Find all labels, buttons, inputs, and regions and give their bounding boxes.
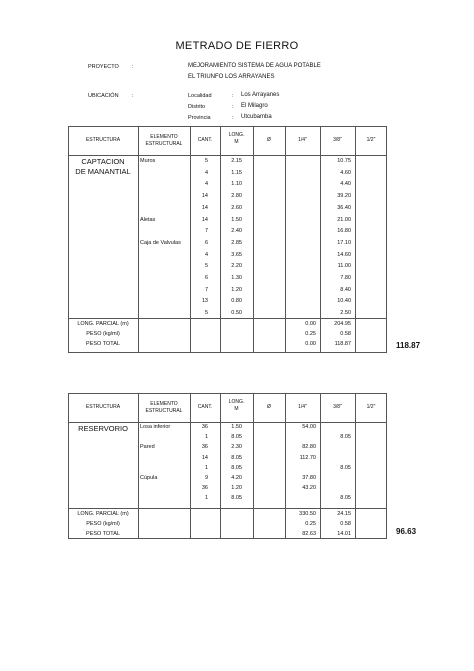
structure-name-line-1: CAPTACION bbox=[81, 157, 125, 166]
column-header: ESTRUCTURA bbox=[85, 137, 121, 143]
summary-label: PESO (kg/ml) bbox=[86, 331, 120, 337]
column-header: ELEMENTO bbox=[150, 401, 178, 407]
column-line bbox=[355, 126, 356, 353]
row-long: 2.15 bbox=[231, 158, 242, 164]
row-three-eighths: 8.05 bbox=[340, 495, 351, 502]
row-three-eighths: 14.60 bbox=[337, 251, 351, 258]
column-header: LONG. bbox=[228, 132, 245, 138]
structure-name-line-2: DE MANANTIAL bbox=[75, 167, 131, 176]
column-line bbox=[138, 393, 139, 539]
row-long: 1.50 bbox=[231, 424, 242, 430]
row-cant: 36 bbox=[201, 424, 208, 430]
row-three-eighths: 16.80 bbox=[337, 228, 351, 235]
row-long: 1.20 bbox=[231, 485, 242, 492]
row-three-eighths: 11.00 bbox=[337, 263, 351, 270]
row-cant: 1 bbox=[204, 434, 208, 441]
page-title: METRADO DE FIERRO bbox=[175, 40, 299, 52]
column-header: 3/8" bbox=[333, 404, 342, 410]
row-long: 2.30 bbox=[231, 444, 242, 451]
localidad-value: Los Arrayanes bbox=[241, 92, 280, 98]
summary-three-eighths: 24.15 bbox=[337, 511, 351, 517]
row-cant: 1 bbox=[204, 464, 208, 471]
summary-three-eighths: 204.95 bbox=[334, 321, 351, 327]
row-long: 8.05 bbox=[231, 454, 242, 461]
row-long: 8.05 bbox=[231, 495, 242, 502]
row-cant: 9 bbox=[204, 475, 208, 481]
column-line bbox=[138, 126, 139, 353]
column-line bbox=[285, 393, 286, 539]
column-line bbox=[253, 393, 254, 539]
row-quarter: 43.20 bbox=[302, 485, 316, 492]
row-cant: 6 bbox=[204, 275, 208, 281]
header-divider bbox=[68, 422, 387, 423]
row-three-eighths: 8.05 bbox=[340, 434, 351, 441]
summary-label: PESO TOTAL bbox=[86, 341, 120, 347]
provincia-colon: : bbox=[232, 115, 234, 121]
column-header: M bbox=[234, 406, 239, 412]
summary-quarter: 0.25 bbox=[305, 331, 316, 337]
row-long: 3.65 bbox=[231, 251, 242, 258]
column-header: 1/2" bbox=[366, 404, 376, 410]
row-cant: 6 bbox=[204, 239, 208, 246]
row-three-eighths: 8.05 bbox=[340, 464, 351, 471]
row-long: 0.80 bbox=[231, 298, 242, 305]
column-header: CANT. bbox=[197, 404, 213, 410]
row-cant: 14 bbox=[201, 204, 208, 211]
summary-label: LONG. PARCIAL (m) bbox=[77, 511, 129, 517]
row-long: 0.50 bbox=[231, 310, 242, 317]
grand-total: 96.63 bbox=[396, 527, 417, 536]
column-header: 3/8" bbox=[333, 137, 342, 143]
column-header: Ø bbox=[267, 404, 271, 410]
distrito-label: Distrito bbox=[188, 104, 206, 110]
row-long: 1.30 bbox=[231, 275, 242, 281]
row-cant: 4 bbox=[204, 169, 208, 176]
row-three-eighths: 36.40 bbox=[337, 204, 351, 211]
row-cant: 4 bbox=[204, 251, 208, 258]
row-element: Caja de Valvulas bbox=[140, 239, 181, 246]
column-header: 1/4" bbox=[298, 404, 307, 410]
row-long: 2.20 bbox=[231, 263, 242, 270]
row-long: 8.05 bbox=[231, 464, 242, 471]
summary-quarter: 330.50 bbox=[299, 511, 316, 517]
grand-total: 118.87 bbox=[396, 341, 421, 350]
provincia-label: Provincia bbox=[188, 115, 211, 121]
row-three-eighths: 39.20 bbox=[337, 193, 351, 200]
row-three-eighths: 21.00 bbox=[337, 216, 351, 223]
column-header: Ø bbox=[267, 137, 271, 143]
row-long: 1.50 bbox=[231, 216, 242, 223]
column-header: ELEMENTO bbox=[150, 134, 178, 140]
row-three-eighths: 10.40 bbox=[337, 298, 351, 305]
column-header: LONG. bbox=[228, 399, 245, 405]
row-cant: 7 bbox=[204, 286, 208, 293]
row-long: 2.60 bbox=[231, 204, 242, 211]
row-cant: 36 bbox=[201, 444, 208, 451]
row-quarter: 54.00 bbox=[302, 424, 316, 430]
row-cant: 7 bbox=[204, 228, 208, 235]
row-long: 1.20 bbox=[231, 286, 242, 293]
row-three-eighths: 4.60 bbox=[340, 169, 351, 176]
row-cant: 14 bbox=[201, 216, 208, 223]
row-cant: 1 bbox=[204, 495, 208, 502]
localidad-label: Localidad bbox=[188, 93, 212, 99]
proyecto-colon: : bbox=[132, 64, 134, 70]
column-header: ESTRUCTURAL bbox=[145, 408, 183, 414]
row-long: 1.15 bbox=[231, 169, 242, 176]
ubicacion-label: UBICACIÓN bbox=[88, 93, 119, 99]
row-cant: 13 bbox=[201, 298, 208, 305]
row-element: Aletas bbox=[140, 216, 156, 223]
row-cant: 5 bbox=[204, 158, 208, 164]
column-line bbox=[355, 393, 356, 539]
structure-name-line-1: RESERVORIO bbox=[78, 424, 128, 433]
summary-three-eighths: 0.58 bbox=[340, 521, 351, 527]
proyecto-line-1: MEJORAMIENTO SISTEMA DE AGUA POTABLE bbox=[188, 63, 321, 69]
row-element: Pared bbox=[140, 444, 155, 451]
summary-divider bbox=[68, 508, 387, 509]
row-long: 1.10 bbox=[231, 181, 242, 188]
summary-three-eighths: 118.87 bbox=[334, 341, 351, 347]
row-three-eighths: 10.75 bbox=[337, 158, 351, 164]
column-header: M bbox=[234, 139, 239, 145]
row-cant: 14 bbox=[201, 454, 208, 461]
summary-quarter: 82.63 bbox=[302, 531, 316, 537]
summary-three-eighths: 0.58 bbox=[340, 331, 351, 337]
column-line bbox=[285, 126, 286, 353]
row-cant: 5 bbox=[204, 263, 208, 270]
row-long: 4.20 bbox=[231, 475, 242, 481]
row-cant: 36 bbox=[201, 485, 208, 492]
summary-quarter: 0.00 bbox=[305, 321, 316, 327]
row-three-eighths: 17.10 bbox=[337, 239, 351, 246]
column-header: ESTRUCTURA bbox=[85, 404, 121, 410]
proyecto-label: PROYECTO bbox=[88, 64, 119, 70]
row-element: Cúpula bbox=[140, 475, 158, 481]
row-cant: 5 bbox=[204, 310, 208, 317]
distrito-colon: : bbox=[232, 104, 234, 110]
row-three-eighths: 8.40 bbox=[340, 286, 351, 293]
summary-label: PESO TOTAL bbox=[86, 531, 120, 537]
distrito-value: El Milagro bbox=[241, 103, 268, 109]
header-divider bbox=[68, 155, 387, 156]
column-header: 1/4" bbox=[298, 137, 307, 143]
row-quarter: 82.80 bbox=[302, 444, 316, 451]
summary-label: LONG. PARCIAL (m) bbox=[77, 321, 129, 327]
summary-label: PESO (kg/ml) bbox=[86, 521, 120, 527]
summary-quarter: 0.00 bbox=[305, 341, 316, 347]
row-long: 2.40 bbox=[231, 228, 242, 235]
row-quarter: 37.80 bbox=[302, 475, 316, 481]
column-header: ESTRUCTURAL bbox=[145, 141, 183, 147]
row-long: 8.05 bbox=[231, 434, 242, 441]
row-quarter: 112.70 bbox=[299, 454, 316, 461]
ubicacion-colon: : bbox=[132, 93, 134, 99]
summary-divider bbox=[68, 318, 387, 319]
proyecto-line-2: EL TRIUNFO LOS ARRAYANES bbox=[188, 74, 275, 80]
row-cant: 14 bbox=[201, 193, 208, 200]
row-three-eighths: 4.40 bbox=[340, 181, 351, 188]
row-three-eighths: 2.50 bbox=[340, 310, 351, 317]
row-cant: 4 bbox=[204, 181, 208, 188]
row-element: Muros bbox=[140, 158, 156, 164]
column-header: CANT. bbox=[197, 137, 213, 143]
column-header: 1/2" bbox=[366, 137, 376, 143]
summary-quarter: 0.25 bbox=[305, 521, 316, 527]
summary-three-eighths: 14.01 bbox=[337, 531, 351, 537]
column-line bbox=[253, 126, 254, 353]
row-long: 2.80 bbox=[231, 193, 242, 200]
row-element: Losa inferior bbox=[140, 424, 171, 430]
provincia-value: Utcubamba bbox=[241, 114, 272, 120]
row-three-eighths: 7.80 bbox=[340, 275, 351, 281]
localidad-colon: : bbox=[232, 93, 234, 99]
row-long: 2.85 bbox=[231, 239, 242, 246]
